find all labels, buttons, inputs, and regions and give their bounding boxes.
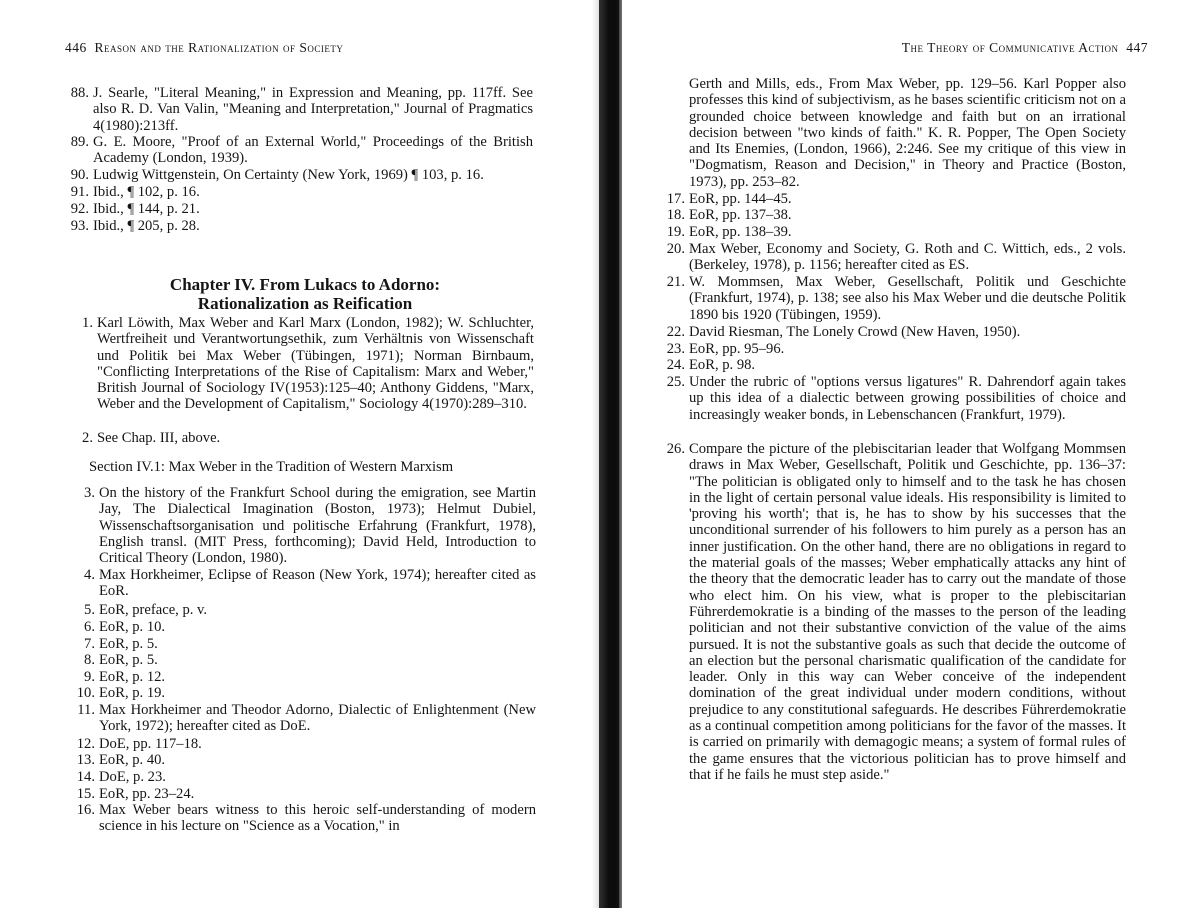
note-17: 17. EoR, pp. 144–45. <box>666 191 792 207</box>
note-88: 88. J. Searle, "Literal Meaning," in Expression and Meaning, pp. 117ff. See also R. D. Van Valin, "Meaning and Interpretation," Journal of Pragmatics 4(1980):213ff. <box>70 85 533 134</box>
note-4: 4. Max Horkheimer, Eclipse of Reason (New York, 1974); hereafter cited as EoR. <box>84 567 536 600</box>
right-page-number: 447 <box>1126 40 1148 55</box>
note-11: 11. Max Horkheimer and Theodor Adorno, Dialectic of Enlightenment (New York, 1972); hereafter cited as DoE. <box>77 702 536 735</box>
note-89: 89. G. E. Moore, "Proof of an External World," Proceedings of the British Academy (London, 1939). <box>70 134 533 167</box>
note-23: 23. EoR, pp. 95–96. <box>666 341 785 357</box>
note-20: 20. Max Weber, Economy and Society, G. Roth and C. Wittich, eds., 2 vols. (Berkeley, 1978), p. 1156; hereafter cited as ES. <box>666 241 1126 274</box>
left-running-title: Reason and the Rationalization of Society <box>94 40 344 55</box>
left-page <box>0 0 590 908</box>
note-12: 12. DoE, pp. 117–18. <box>76 736 202 752</box>
note-21: 21. W. Mommsen, Max Weber, Gesellschaft, Politik und Geschichte (Frankfurt, 1974), p. 138; see also his Max Weber und die deutsche Politik 1890 bis 1920 (Tübingen, 1959). <box>666 274 1126 323</box>
note-16-continuation: Gerth and Mills, eds., From Max Weber, pp. 129–56. Karl Popper also professes this kind of subjectivism, as he bases scientific criticism not on a grounded choice between knowledge and faith but on an irrational decision between "two kinds of faith." K. R. Popper, The Open Society and Its Enemies, (London, 1966), 2:246. See my critique of this view in "Dogmatism, Reason and Decision," in Theory and Practice (Boston, 1973), pp. 253–82. <box>689 76 1126 190</box>
section-title: Section IV.1: Max Weber in the Tradition of Western Marxism <box>89 459 454 475</box>
note-15: 15. EoR, pp. 23–24. <box>76 786 195 802</box>
note-16: 16. Max Weber bears witness to this heroic self-understanding of modern science in his lecture on "Science as a Vocation," in <box>76 802 536 835</box>
left-page-number: 446 <box>65 40 87 55</box>
note-19: 19. EoR, pp. 138–39. <box>666 224 792 240</box>
note-93: 93. Ibid., ¶ 205, p. 28. <box>70 218 200 234</box>
right-running-title: The Theory of Communicative Action <box>901 40 1119 55</box>
note-8: 8. EoR, p. 5. <box>84 652 158 668</box>
left-running-head <box>65 40 343 56</box>
note-1: 1. Karl Löwith, Max Weber and Karl Marx (London, 1982); W. Schluchter, Wertfreiheit und Verantwortungsethik, zum Verhältnis von Wissenschaft und Politik bei Max Weber (Tübingen, 1971); Norman Birnbaum, "Conflicting Interpretations of the Rise of Capitalism: Marx and Weber," British Journal of Sociology IV(1953):125–40; Anthony Giddens, "Marx, Weber and the Development of Capitalism," Sociology 4(1970):289–310. <box>82 315 534 413</box>
note-3: 3. On the history of the Frankfurt School during the emigration, see Martin Jay, The Dialectical Imagination (Boston, 1973); Helmut Dubiel, Wissenschaftsorganisation und politische Erfahrung (Frankfurt, 1978), English transl. (MIT Press, forthcoming); David Held, Introduction to Critical Theory (London, 1980). <box>84 485 536 567</box>
note-92: 92. Ibid., ¶ 144, p. 21. <box>70 201 200 217</box>
note-26: 26. Compare the picture of the plebiscitarian leader that Wolfgang Mommsen draws in Max Weber, Gesellschaft, Politik und Geschichte, pp. 136–37: "The politician is obligated only to himself and to the task he has chosen in the light of certain personal value ideals. His responsibility is limited to 'proving his worth'; that is, he has to show by his successes that the unconditional surrender of his followers to him purely as a person has an inner justification. On the other hand, there are no obligations in regard to the material goals of the masses; Weber emphatically attacks any hint of the theory that the democratic leader has to carry out the mandate of those who elect him. On his view, what is proper to the plebiscitarian Führerdemokratie is a binding of the masses to the person of the leading politician and not their substantive conviction of the value of the aims pursued. It is not the substantive goals as such that decide the outcome of an election but the personal charismatic qualification of the candidate for leader. Only in this way can Weber conceive of the independent domination of the great individual under modern conditions, without prejudice to any constitutional safeguards. He describes Führerdemokratie as a continual competition among politicians for the favor of the masses. It is carried on primarily with demagogic means; a system of formal rules of the game ensures that the victorious politician has to prove himself and that if he fails he must step aside." <box>666 441 1126 783</box>
note-10: 10. EoR, p. 19. <box>76 685 166 701</box>
note-6: 6. EoR, p. 10. <box>84 619 166 635</box>
note-18: 18. EoR, pp. 137–38. <box>666 207 792 223</box>
note-7: 7. EoR, p. 5. <box>84 636 158 652</box>
chapter-title: Chapter IV. From Lukacs to Adorno: Rationalization as Reification <box>169 275 441 313</box>
note-22: 22. David Riesman, The Lonely Crowd (New Haven, 1950). <box>666 324 1021 340</box>
right-running-head <box>902 40 1148 56</box>
note-5: 5. EoR, preface, p. v. <box>84 602 208 618</box>
note-91: 91. Ibid., ¶ 102, p. 16. <box>70 184 200 200</box>
note-14: 14. DoE, p. 23. <box>76 769 166 785</box>
note-9: 9. EoR, p. 12. <box>84 669 166 685</box>
note-90: 90. Ludwig Wittgenstein, On Certainty (New York, 1969) ¶ 103, p. 16. <box>70 167 484 183</box>
note-25: 25. Under the rubric of "options versus ligatures" R. Dahrendorf again takes up this idea of a dialectic between growing possibilities of choice and increasingly weaker bonds, in Lebenschancen (Frankfurt, 1979). <box>666 374 1126 423</box>
right-page <box>600 0 1193 908</box>
note-13: 13. EoR, p. 40. <box>76 752 166 768</box>
note-2: 2. See Chap. III, above. <box>82 430 221 446</box>
note-24: 24. EoR, p. 98. <box>666 357 756 373</box>
